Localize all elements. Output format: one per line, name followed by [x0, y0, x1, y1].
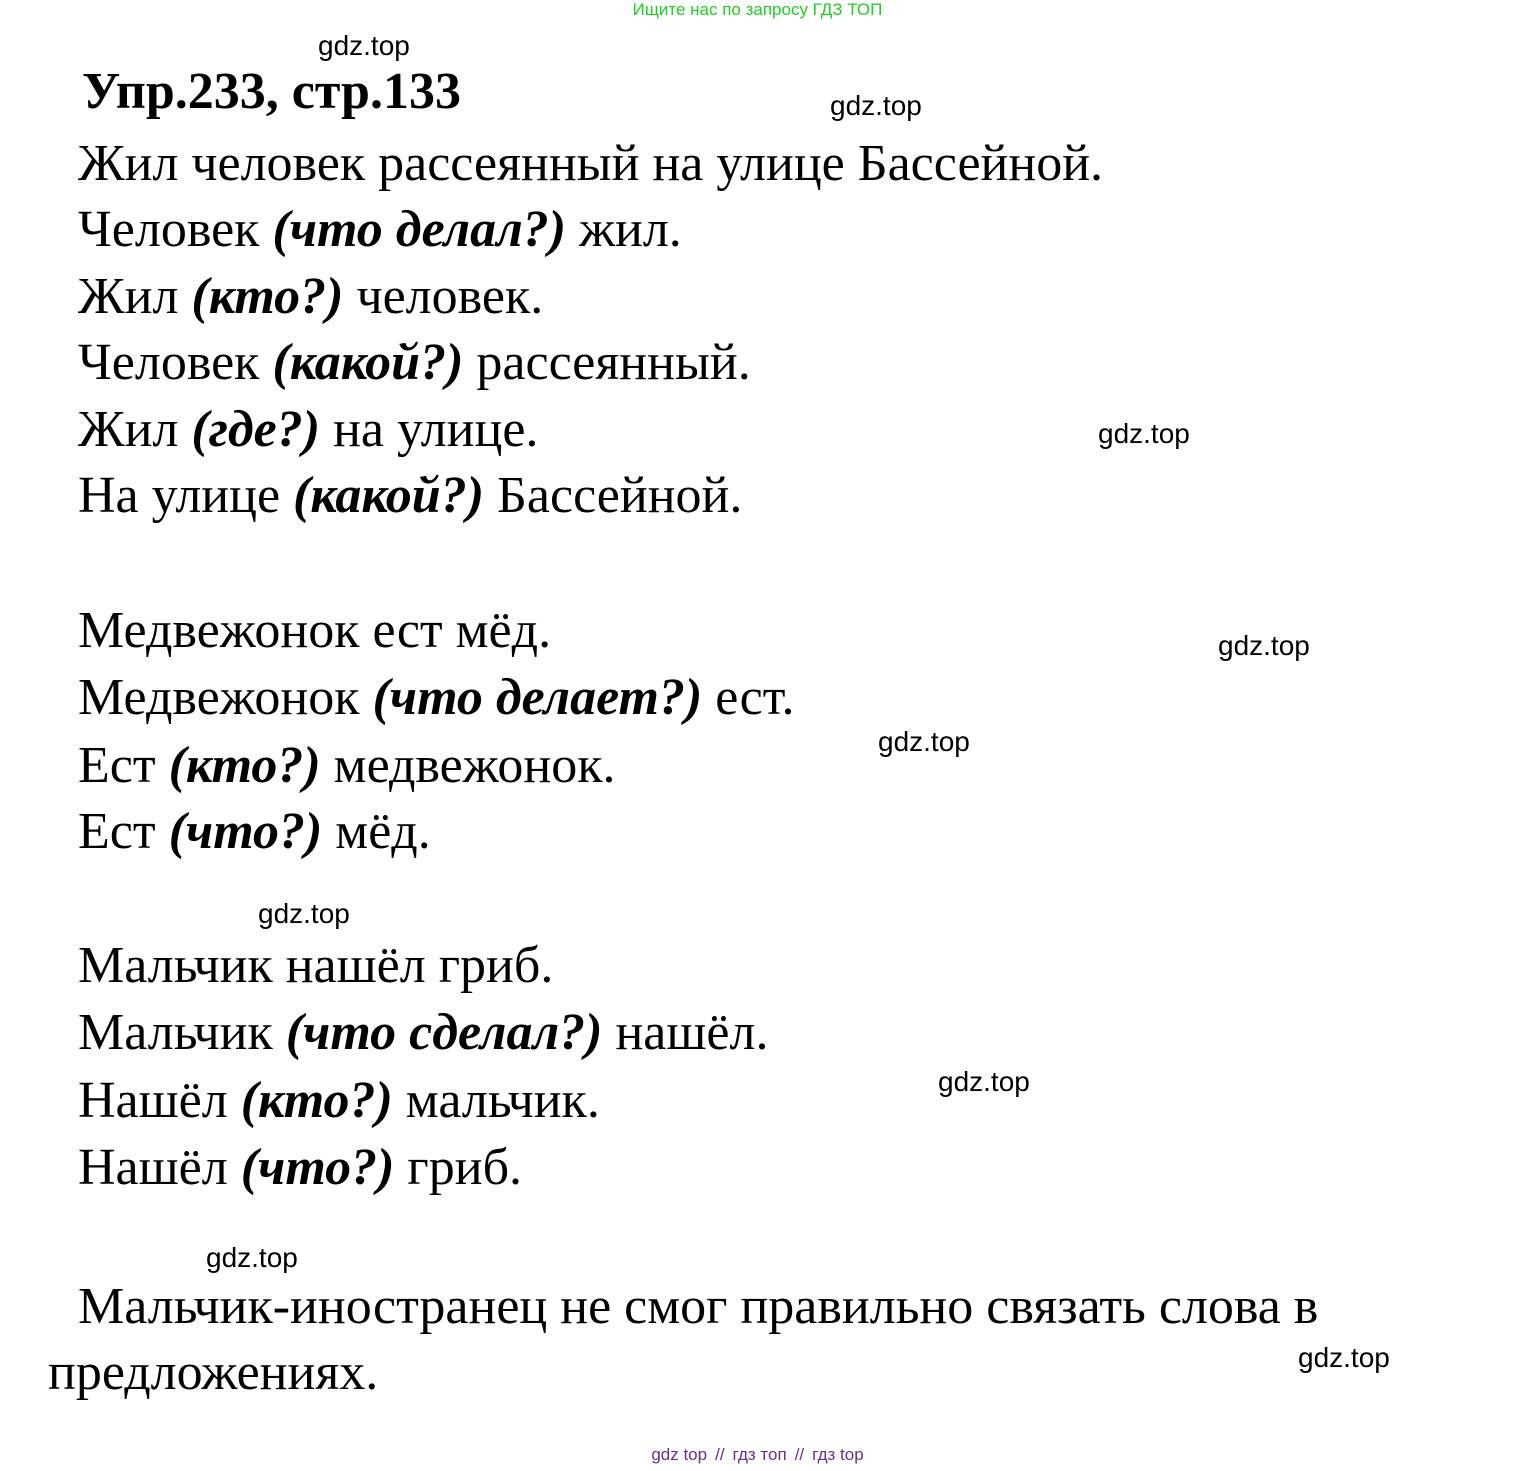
question-text: (что сделал?): [285, 1004, 603, 1061]
footer-link[interactable]: гдз топ: [732, 1445, 787, 1464]
sentence-word: мальчик.: [405, 1072, 600, 1129]
footer-link[interactable]: гдз top: [812, 1445, 864, 1464]
sentence-word: рассеянный.: [476, 334, 751, 391]
sentence-word: Человек: [78, 334, 260, 391]
sentence-word: Медвежонок: [78, 669, 360, 726]
sentence-word: гриб.: [407, 1139, 523, 1196]
sentence-word: Человек: [78, 201, 260, 258]
question-text: (кто?): [191, 268, 344, 325]
sentence-word: жил.: [579, 201, 682, 258]
question-text: (что?): [168, 803, 323, 860]
watermark: gdz.top: [878, 726, 970, 757]
footer-separator: //: [794, 1445, 805, 1464]
sentence-line: [78, 1139, 523, 1196]
sentence-word: мёд.: [335, 803, 431, 860]
sentence-line: [78, 268, 544, 325]
sentence-line: [78, 334, 751, 391]
sentence-line: Мальчик нашёл гриб.: [78, 937, 554, 994]
watermark: gdz.top: [206, 1242, 298, 1273]
sentence-word: Мальчик: [78, 1004, 273, 1061]
watermark: gdz.top: [830, 90, 922, 121]
watermark: gdz.top: [258, 898, 350, 929]
watermark: gdz.top: [1098, 418, 1190, 449]
sentence-word: ест.: [715, 669, 795, 726]
conclusion-text: Мальчик-иностранец не смог правильно связать слова в предложениях.: [48, 1278, 1319, 1401]
exercise-title: Упр.233, стр.133: [82, 63, 461, 120]
question-text: (какой?): [293, 467, 485, 524]
sentence-word: Ест: [78, 803, 156, 860]
question-text: (что делал?): [272, 201, 567, 258]
footer-links: [0, 1445, 1515, 1465]
question-text: (где?): [191, 401, 321, 458]
sentence-line: [78, 401, 539, 458]
sentence-line: [78, 1072, 600, 1129]
watermark: gdz.top: [938, 1066, 1030, 1097]
question-text: (кто?): [168, 737, 321, 794]
question-text: (что?): [240, 1139, 395, 1196]
sentence-word: нашёл.: [615, 1004, 769, 1061]
watermark: gdz.top: [1218, 630, 1310, 661]
watermark: gdz.top: [1298, 1342, 1390, 1373]
footer-separator: //: [715, 1445, 725, 1464]
sentence-word: Бассейной.: [497, 467, 743, 524]
sentence-line: [78, 201, 682, 258]
sentence-word: Ест: [78, 737, 156, 794]
sentence-line: Жил человек рассеянный на улице Бассейной.: [78, 135, 1104, 192]
sentence-line: Медвежонок ест мёд.: [78, 602, 552, 659]
sentence-line: [78, 669, 795, 726]
sentence-word: на улице.: [333, 401, 539, 458]
sentence-line: [78, 1004, 769, 1061]
sentence-word: человек.: [356, 268, 544, 325]
sentence-word: Нашёл: [78, 1139, 228, 1196]
question-text: (какой?): [272, 334, 464, 391]
sentence-line: [78, 803, 431, 860]
sentence-word: медвежонок.: [333, 737, 616, 794]
sentence-word: Нашёл: [78, 1072, 228, 1129]
watermark: gdz.top: [318, 30, 410, 61]
question-text: (кто?): [240, 1072, 393, 1129]
footer-link[interactable]: gdz top: [651, 1445, 708, 1464]
sentence-line: [78, 467, 743, 524]
sentence-line: [78, 737, 616, 794]
top-banner[interactable]: Ищите нас по запросу ГДЗ ТОП: [632, 0, 883, 19]
sentence-word: Жил: [78, 401, 179, 458]
sentence-word: Жил: [78, 268, 179, 325]
sentence-word: На улице: [78, 467, 281, 524]
question-text: (что делает?): [372, 669, 703, 726]
